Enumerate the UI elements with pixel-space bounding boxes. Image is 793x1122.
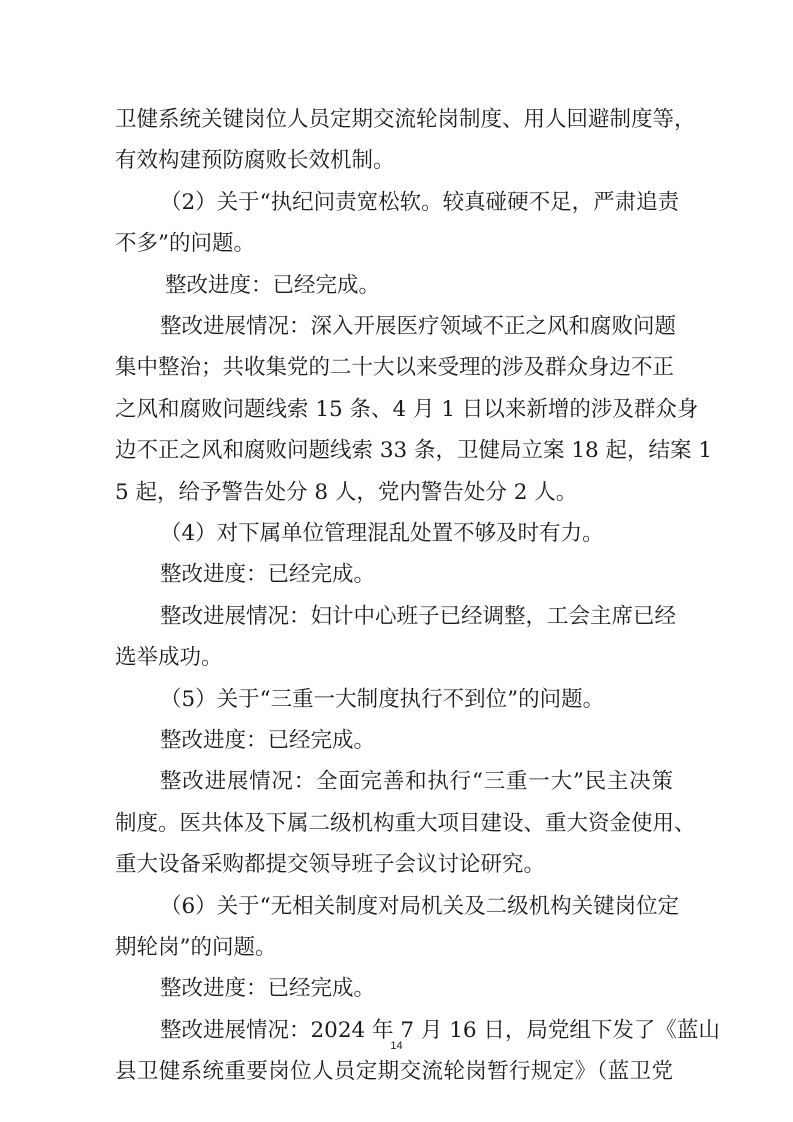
text-line: （2）关于“执纪问责宽松软。较真碰硬不足，严肃追责 (160, 189, 680, 215)
text-line: 有效构建预防腐败长效机制。 (115, 148, 395, 174)
page-number: 14 (390, 1040, 403, 1052)
text-line: 整改进度：已经完成。 (160, 728, 376, 753)
text-line: 期轮岗”的问题。 (115, 935, 277, 960)
text-line: （5）关于“三重一大制度执行不到位”的问题。 (160, 686, 605, 712)
text-line: 整改进展情况：全面完善和执行“三重一大”民主决策 (160, 769, 673, 795)
text-line: 整改进度：已经完成。 (160, 562, 376, 588)
text-line: 选举成功。 (115, 645, 223, 671)
text-line: 县卫健系统重要岗位人员定期交流轮岗暂行规定》（蓝卫党 (115, 1059, 673, 1085)
text-line: 整改进度：已经完成。 (165, 272, 381, 298)
text-line: 制度。医共体及下属二级机构重大项目建设、重大资金使用、 (115, 810, 696, 836)
text-line: （4）对下属单位管理混乱处置不够及时有力。 (160, 521, 604, 546)
text-line: 之风和腐败问题线索 15 条、4 月 1 日以来新增的涉及群众身 (115, 396, 699, 422)
text-line: 不多”的问题。 (115, 231, 255, 257)
text-line: 整改进度：已经完成。 (160, 976, 376, 1002)
text-line: 边不正之风和腐败问题线索 33 条，卫健局立案 18 起，结案 1 (115, 438, 713, 464)
text-line: 5 起，给予警告处分 8 人，党内警告处分 2 人。 (115, 479, 578, 505)
text-line: 集中整治；共收集党的二十大以来受理的涉及群众身边不正 (115, 355, 675, 381)
text-line: （6）关于“无相关制度对局机关及二级机构关键岗位定 (160, 893, 680, 919)
text-line: 整改进展情况：妇计中心班子已经调整，工会主席已经 (160, 603, 677, 629)
text-line: 重大设备采购都提交领导班子会议讨论研究。 (115, 852, 546, 878)
text-line: 整改进展情况：2024 年 7 月 16 日，局党组下发了《蓝山 (160, 1017, 720, 1043)
text-line: 整改进展情况：深入开展医疗领域不正之风和腐败问题 (160, 314, 677, 339)
text-line: 卫健系统关键岗位人员定期交流轮岗制度、用人回避制度等， (115, 107, 696, 132)
